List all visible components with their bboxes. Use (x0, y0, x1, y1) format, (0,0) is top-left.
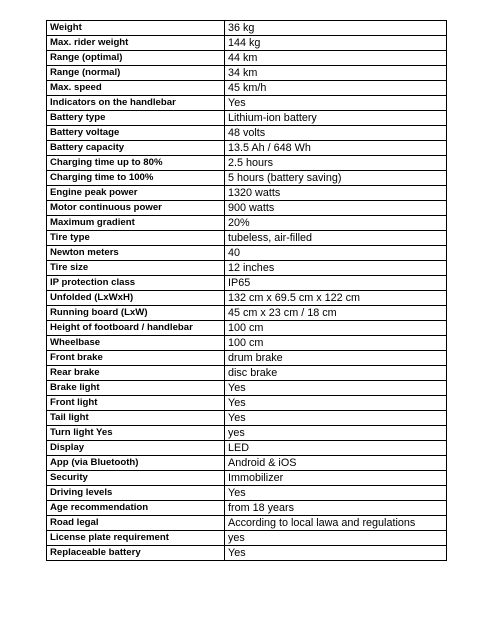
spec-row (47, 531, 447, 546)
spec-label: Tire size (47, 261, 225, 276)
spec-row (47, 186, 447, 201)
spec-label: Road legal (47, 516, 225, 531)
spec-value: Lithium-ion battery (225, 111, 447, 126)
spec-value: Yes (225, 411, 447, 426)
spec-row (47, 396, 447, 411)
spec-row (47, 426, 447, 441)
spec-label: Tail light (47, 411, 225, 426)
spec-value: 100 cm (225, 321, 447, 336)
spec-label: Rear brake (47, 366, 225, 381)
spec-label: Engine peak power (47, 186, 225, 201)
spec-value: 132 cm x 69.5 cm x 122 cm (225, 291, 447, 306)
spec-label: Charging time to 100% (47, 171, 225, 186)
spec-label: Driving levels (47, 486, 225, 501)
spec-value: 13.5 Ah / 648 Wh (225, 141, 447, 156)
spec-value: yes (225, 531, 447, 546)
spec-value: yes (225, 426, 447, 441)
spec-value: 12 inches (225, 261, 447, 276)
spec-row (47, 51, 447, 66)
spec-label: Battery voltage (47, 126, 225, 141)
spec-row (47, 201, 447, 216)
spec-row (47, 261, 447, 276)
spec-label: Age recommendation (47, 501, 225, 516)
spec-row (47, 546, 447, 561)
spec-row (47, 321, 447, 336)
spec-label: Weight (47, 21, 225, 36)
spec-row (47, 456, 447, 471)
spec-value: 900 watts (225, 201, 447, 216)
spec-label: Front brake (47, 351, 225, 366)
spec-label: License plate requirement (47, 531, 225, 546)
spec-row (47, 246, 447, 261)
spec-label: Height of footboard / handlebar (47, 321, 225, 336)
spec-label: Max. rider weight (47, 36, 225, 51)
spec-table (46, 20, 447, 561)
spec-value: Yes (225, 96, 447, 111)
spec-row (47, 501, 447, 516)
spec-value: 34 km (225, 66, 447, 81)
spec-value: 45 km/h (225, 81, 447, 96)
spec-label: Battery type (47, 111, 225, 126)
spec-value: 144 kg (225, 36, 447, 51)
spec-value: from 18 years (225, 501, 447, 516)
spec-row (47, 441, 447, 456)
spec-label: Indicators on the handlebar (47, 96, 225, 111)
spec-row (47, 141, 447, 156)
spec-row (47, 276, 447, 291)
spec-value: According to local lawa and regulations (225, 516, 447, 531)
spec-row (47, 351, 447, 366)
spec-value: tubeless, air-filled (225, 231, 447, 246)
spec-label: Unfolded (LxWxH) (47, 291, 225, 306)
spec-row (47, 126, 447, 141)
spec-value: Yes (225, 381, 447, 396)
spec-row (47, 21, 447, 36)
spec-value: 1320 watts (225, 186, 447, 201)
spec-row (47, 36, 447, 51)
spec-label: Display (47, 441, 225, 456)
spec-label: App (via Bluetooth) (47, 456, 225, 471)
spec-label: Motor continuous power (47, 201, 225, 216)
spec-label: Front light (47, 396, 225, 411)
spec-label: Max. speed (47, 81, 225, 96)
spec-table-body (47, 21, 447, 561)
spec-value: LED (225, 441, 447, 456)
spec-row (47, 111, 447, 126)
spec-label: Battery capacity (47, 141, 225, 156)
spec-value: 36 kg (225, 21, 447, 36)
spec-label: Charging time up to 80% (47, 156, 225, 171)
spec-label: Wheelbase (47, 336, 225, 351)
spec-row (47, 216, 447, 231)
spec-row (47, 306, 447, 321)
spec-row (47, 381, 447, 396)
spec-value: 5 hours (battery saving) (225, 171, 447, 186)
spec-label: Security (47, 471, 225, 486)
spec-label: Running board (LxW) (47, 306, 225, 321)
spec-value: 100 cm (225, 336, 447, 351)
spec-value: drum brake (225, 351, 447, 366)
spec-value: Android & iOS (225, 456, 447, 471)
spec-row (47, 411, 447, 426)
spec-value: Yes (225, 486, 447, 501)
spec-row (47, 336, 447, 351)
spec-label: Maximum gradient (47, 216, 225, 231)
spec-value: 40 (225, 246, 447, 261)
spec-value: Yes (225, 546, 447, 561)
spec-value: 44 km (225, 51, 447, 66)
spec-label: Turn light Yes (47, 426, 225, 441)
spec-label: IP protection class (47, 276, 225, 291)
spec-row (47, 171, 447, 186)
spec-value: IP65 (225, 276, 447, 291)
spec-value: Immobilizer (225, 471, 447, 486)
spec-row (47, 156, 447, 171)
spec-row (47, 231, 447, 246)
spec-value: disc brake (225, 366, 447, 381)
spec-label: Range (optimal) (47, 51, 225, 66)
spec-value: 2.5 hours (225, 156, 447, 171)
spec-row (47, 66, 447, 81)
spec-row (47, 486, 447, 501)
spec-value: 20% (225, 216, 447, 231)
spec-label: Replaceable battery (47, 546, 225, 561)
spec-row (47, 291, 447, 306)
spec-row (47, 96, 447, 111)
spec-label: Tire type (47, 231, 225, 246)
spec-value: Yes (225, 396, 447, 411)
spec-row (47, 81, 447, 96)
spec-value: 48 volts (225, 126, 447, 141)
spec-label: Newton meters (47, 246, 225, 261)
spec-row (47, 471, 447, 486)
spec-row (47, 516, 447, 531)
spec-row (47, 366, 447, 381)
spec-label: Brake light (47, 381, 225, 396)
spec-value: 45 cm x 23 cm / 18 cm (225, 306, 447, 321)
spec-label: Range (normal) (47, 66, 225, 81)
